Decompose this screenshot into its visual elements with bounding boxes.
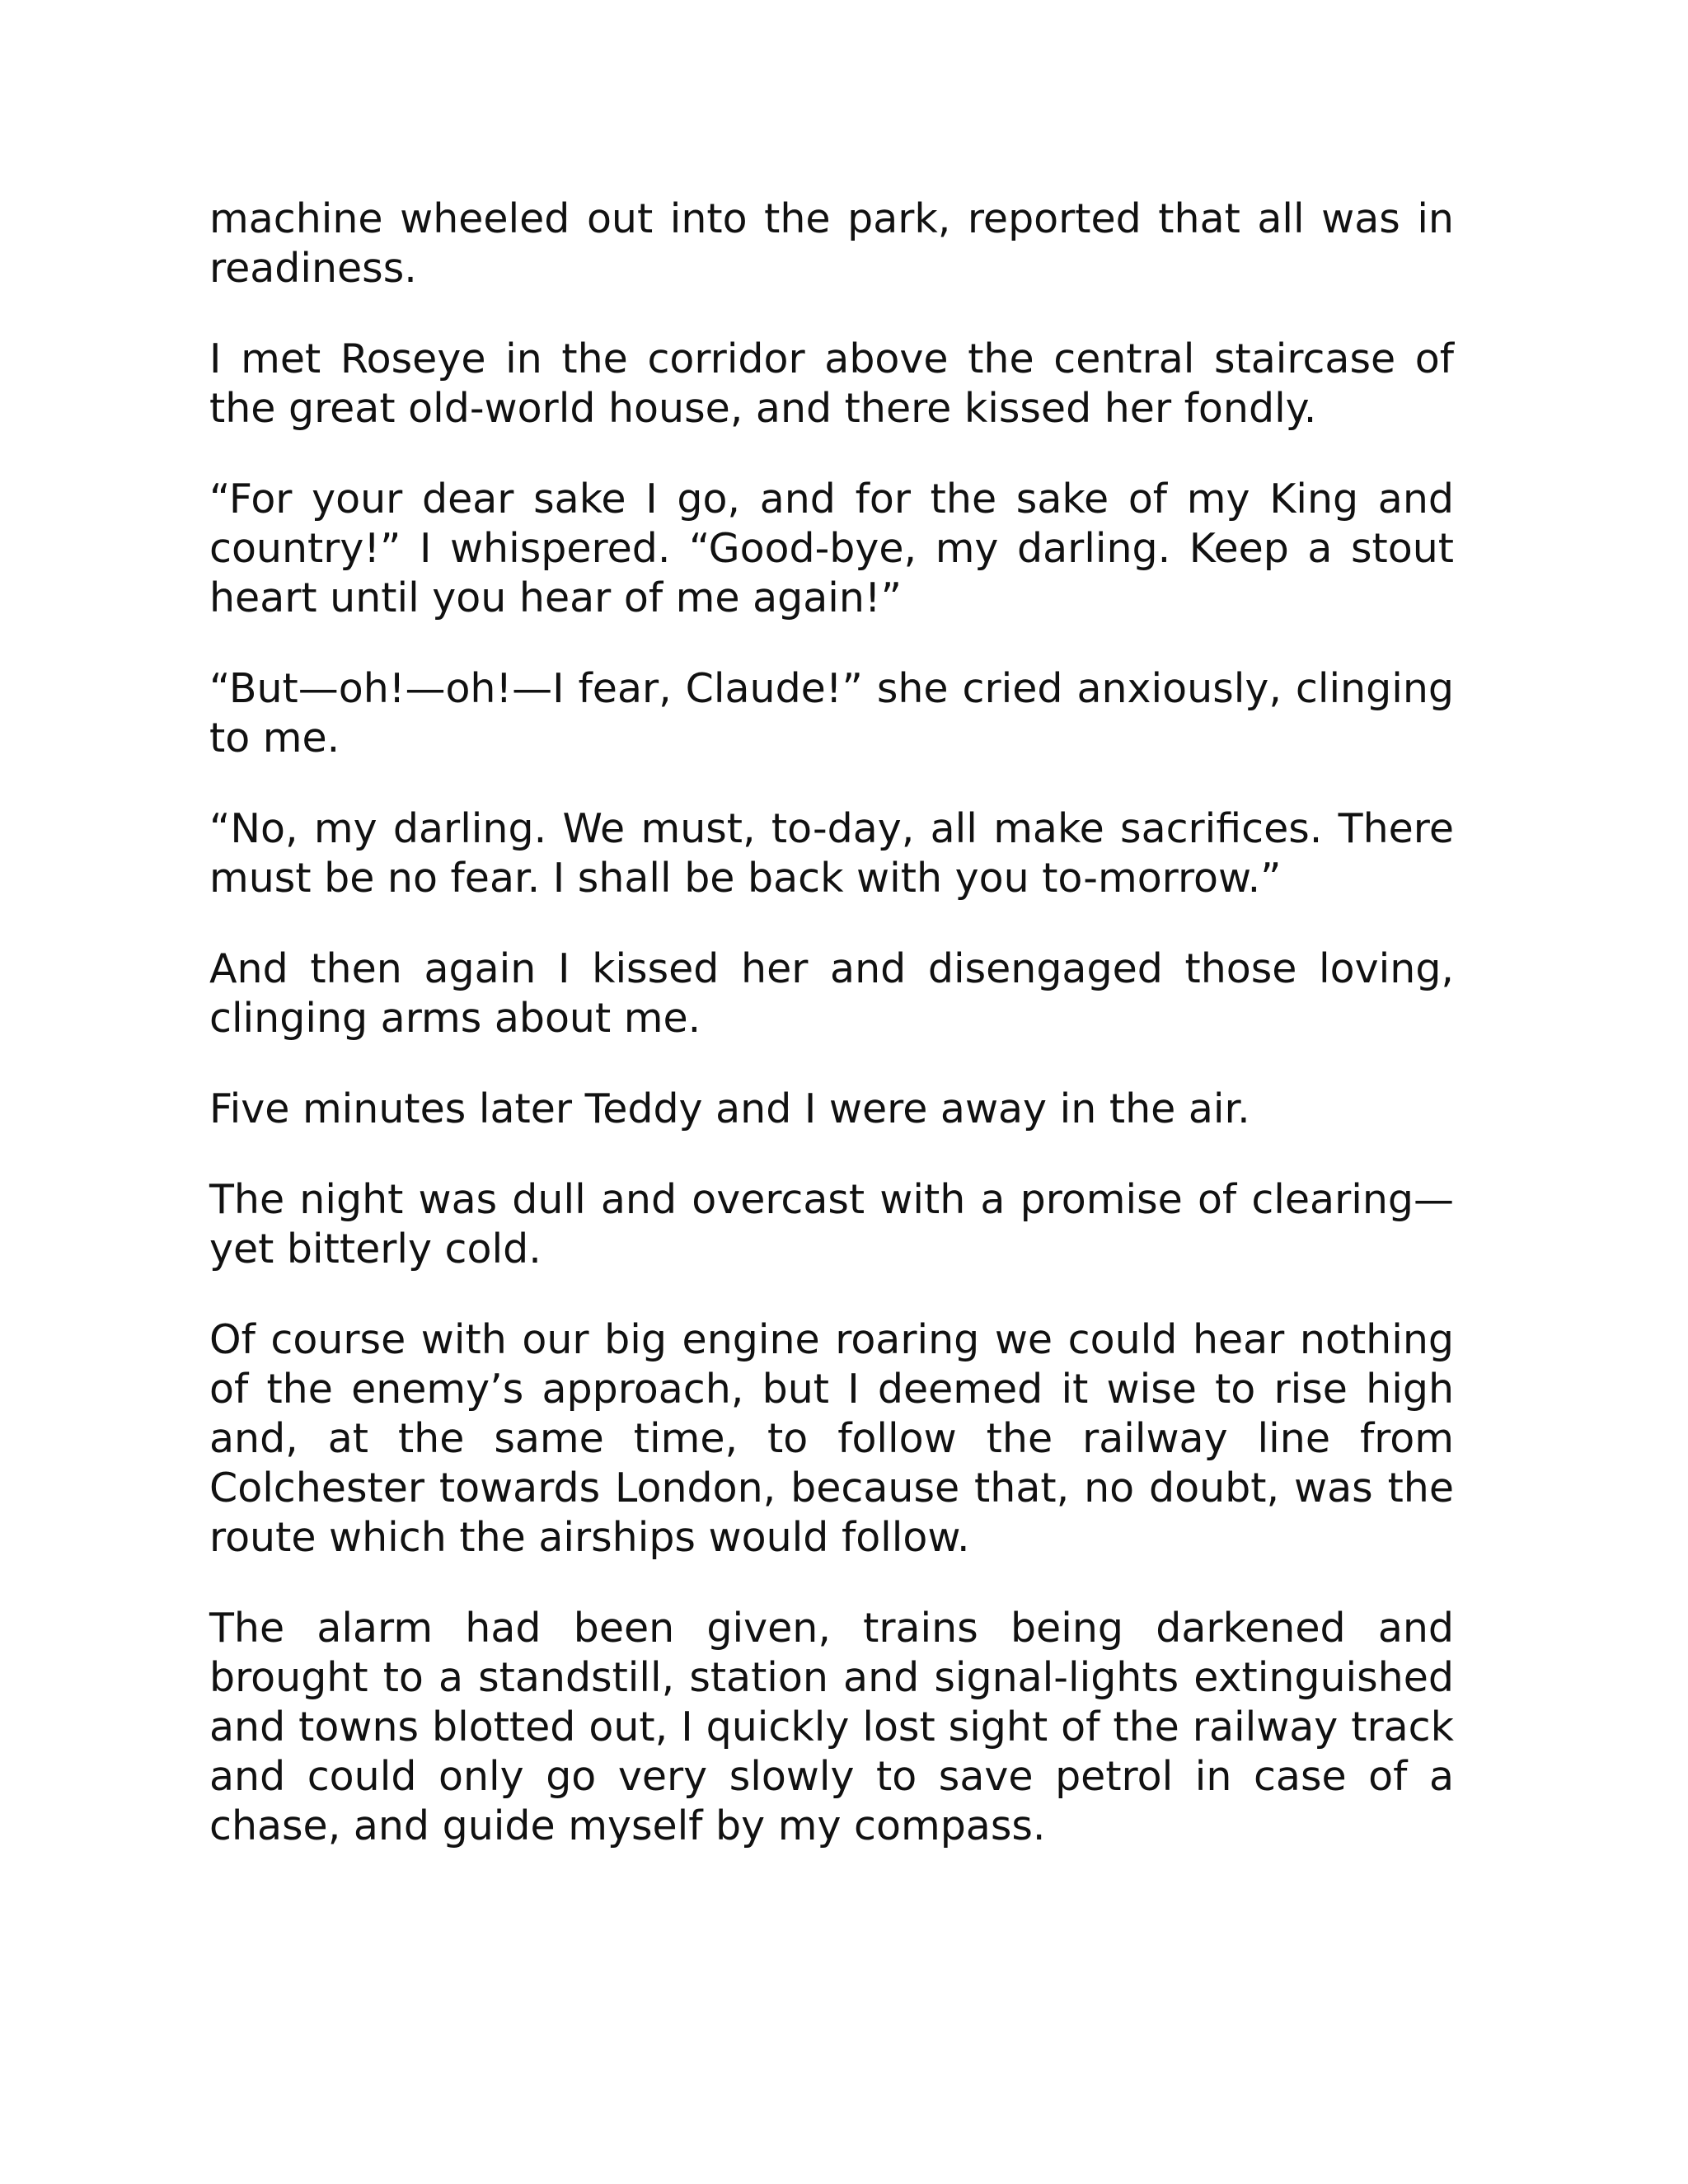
paragraph: Of course with our big engine roaring we could hear nothing of the enemy’s approach, but I deemed it wise to rise high and, at the same time, to follow the railway line from Colchester towards London, because that, no doubt, was the route which the airships would follow. [209, 1316, 1454, 1561]
paragraph: “No, my darling. We must, to-day, all make sacrifices. There must be no fear. I shall be back with you to-morrow.” [209, 805, 1454, 902]
paragraph: I met Roseye in the corridor above the central staircase of the great old-world house, and there kissed her fondly. [209, 335, 1454, 432]
paragraph: “But—oh!—oh!—I fear, Claude!” she cried anxiously, clinging to me. [209, 665, 1454, 762]
paragraph: The night was dull and overcast with a promise of clearing—yet bitterly cold. [209, 1176, 1454, 1272]
book-page [209, 194, 1454, 1892]
paragraph: “For your dear sake I go, and for the sake of my King and country!” I whispered. “Good-bye, my darling. Keep a stout heart until you hear of me again!” [209, 476, 1454, 621]
paragraph: And then again I kissed her and disengaged those loving, clinging arms about me. [209, 945, 1454, 1042]
paragraph: The alarm had been given, trains being darkened and brought to a standstill, station and signal-lights extinguished and towns blotted out, I quickly lost sight of the railway track and could only go very slowly to save petrol in case of a chase, and guide myself by my compass. [209, 1605, 1454, 1849]
paragraph: machine wheeled out into the park, reported that all was in readiness. [209, 195, 1454, 292]
paragraph: Five minutes later Teddy and I were away in the air. [209, 1085, 1250, 1132]
